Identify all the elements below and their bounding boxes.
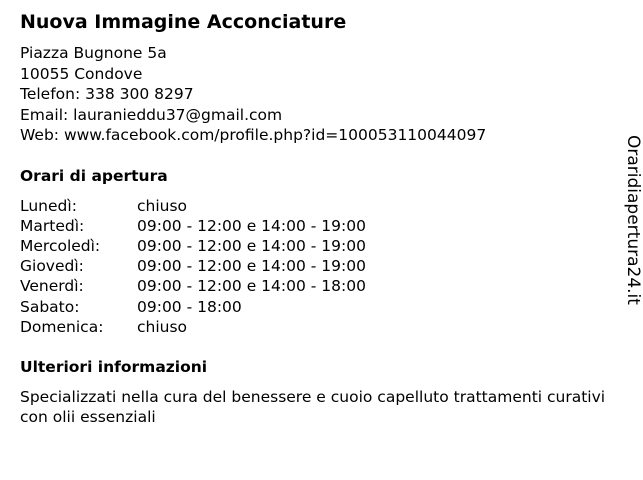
address-city: 10055 Condove bbox=[20, 64, 143, 83]
day-hours: 09:00 - 18:00 bbox=[137, 297, 242, 316]
day-hours: chiuso bbox=[137, 196, 188, 215]
contact-block bbox=[20, 43, 620, 146]
hours-row-wednesday bbox=[20, 236, 620, 256]
business-card bbox=[20, 10, 620, 428]
day-label: Lunedì: bbox=[20, 196, 77, 215]
hours-row-tuesday bbox=[20, 216, 620, 236]
day-hours: 09:00 - 12:00 e 14:00 - 19:00 bbox=[137, 236, 366, 255]
day-label: Giovedì: bbox=[20, 257, 84, 276]
hours-row-saturday bbox=[20, 297, 620, 317]
day-label: Sabato: bbox=[20, 297, 80, 316]
hours-row-thursday bbox=[20, 256, 620, 276]
day-label: Martedì: bbox=[20, 216, 85, 235]
email-line: Email: lauranieddu37@gmail.com bbox=[20, 105, 283, 124]
day-hours: 09:00 - 12:00 e 14:00 - 18:00 bbox=[137, 277, 366, 296]
hours-row-sunday bbox=[20, 317, 620, 337]
day-hours: 09:00 - 12:00 e 14:00 - 19:00 bbox=[137, 216, 366, 235]
day-hours: 09:00 - 12:00 e 14:00 - 19:00 bbox=[137, 257, 366, 276]
day-label: Mercoledì: bbox=[20, 236, 101, 255]
phone-line: Telefon: 338 300 8297 bbox=[20, 85, 194, 103]
opening-hours-table bbox=[20, 196, 620, 337]
day-label: Venerdì: bbox=[20, 277, 84, 296]
hours-row-monday bbox=[20, 196, 620, 216]
opening-hours-heading: Orari di apertura bbox=[20, 166, 168, 185]
day-label: Domenica: bbox=[20, 317, 104, 336]
more-info-text: Specializzati nella cura del benessere e cuoio capelluto trattamenti curativi con olii essenziali bbox=[20, 387, 606, 427]
more-info-heading: Ulteriori informazioni bbox=[20, 357, 208, 376]
site-watermark: Oraridiapertura24.it bbox=[623, 135, 643, 305]
web-line: Web: www.facebook.com/profile.php?id=100053110044097 bbox=[20, 126, 487, 144]
hours-row-friday bbox=[20, 276, 620, 296]
day-hours: chiuso bbox=[137, 317, 188, 336]
business-name: Nuova Immagine Acconciature bbox=[20, 11, 347, 33]
address-street: Piazza Bugnone 5a bbox=[20, 44, 167, 62]
